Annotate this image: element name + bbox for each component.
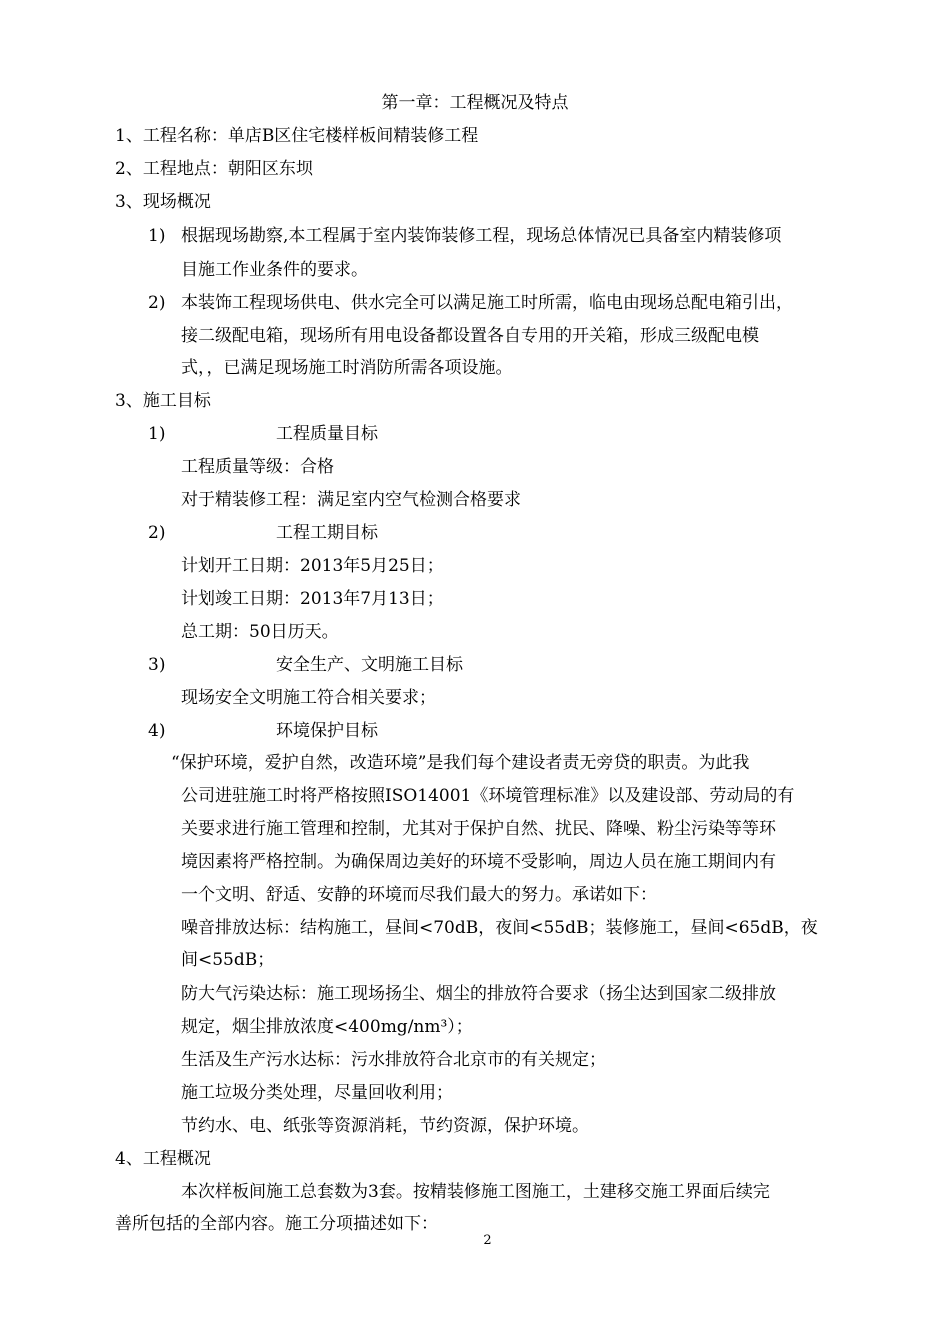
paragraph-line: 对于精装修工程：满足室内空气检测合格要求 — [181, 490, 521, 510]
paragraph-line: 施工垃圾分类处理，尽量回收利用； — [181, 1083, 453, 1103]
list-number: 2) — [148, 523, 166, 543]
list-number: 2) — [148, 293, 166, 313]
section-project-overview: 4、工程概况 — [115, 1149, 211, 1169]
paragraph-line: 生活及生产污水达标：污水排放符合北京市的有关规定； — [181, 1050, 606, 1070]
paragraph-line: 现场安全文明施工符合相关要求； — [181, 688, 436, 708]
paragraph-line: 接二级配电箱，现场所有用电设备都设置各自专用的开关箱，形成三级配电模 — [181, 326, 759, 346]
paragraph-line: 根据现场勘察,本工程属于室内装饰装修工程，现场总体情况已具备室内精装修项 — [181, 226, 782, 246]
section-construction-goals: 3、施工目标 — [115, 391, 211, 411]
section-site-overview: 3、现场概况 — [115, 192, 211, 212]
list-number: 1) — [148, 424, 166, 444]
paragraph-line: 计划开工日期：2013年5月25日； — [181, 556, 444, 576]
paragraph-line: 关要求进行施工管理和控制，尤其对于保护自然、扰民、降噪、粉尘污染等等环 — [181, 819, 776, 839]
list-number: 1) — [148, 226, 166, 246]
paragraph-line: 总工期：50日历天。 — [181, 622, 339, 642]
paragraph-line: 公司进驻施工时将严格按照ISO14001《环境管理标准》以及建设部、劳动局的有 — [181, 786, 795, 806]
paragraph-line: 噪音排放达标：结构施工，昼间<70dB，夜间<55dB；装修施工，昼间<65dB，夜 — [181, 918, 818, 938]
paragraph-line: 本次样板间施工总套数为3套。按精装修施工图施工，土建移交施工界面后续完 — [181, 1182, 770, 1202]
paragraph-line: 防大气污染达标：施工现场扬尘、烟尘的排放符合要求（扬尘达到国家二级排放 — [181, 984, 776, 1004]
list-number: 3) — [148, 655, 166, 675]
paragraph-line: 间<55dB； — [181, 950, 275, 970]
paragraph-line: 本装饰工程现场供电、供水完全可以满足施工时所需，临电由现场总配电箱引出， — [181, 293, 793, 313]
paragraph-line: 计划竣工日期：2013年7月13日； — [181, 589, 444, 609]
subheading: 环境保护目标 — [276, 721, 378, 741]
paragraph-line: 善所包括的全部内容。施工分项描述如下： — [115, 1214, 438, 1234]
list-number: 4) — [148, 721, 166, 741]
page-number: 2 — [483, 1233, 492, 1248]
subheading: 工程质量目标 — [276, 424, 378, 444]
item-project-name: 1、工程名称：单店B区住宅楼样板间精装修工程 — [115, 126, 479, 146]
subheading: 工程工期目标 — [276, 523, 378, 543]
subheading: 安全生产、文明施工目标 — [276, 655, 463, 675]
paragraph-line: 式，，已满足现场施工时消防所需各项设施。 — [181, 358, 513, 378]
paragraph-line: 一个文明、舒适、安静的环境而尽我们最大的努力。承诺如下： — [181, 885, 657, 905]
paragraph-line: 境因素将严格控制。为确保周边美好的环境不受影响，周边人员在施工期间内有 — [181, 852, 776, 872]
paragraph-line: “保护环境，爱护自然，改造环境”是我们每个建设者责无旁贷的职责。为此我 — [171, 753, 750, 773]
item-project-location: 2、工程地点：朝阳区东坝 — [115, 159, 313, 179]
paragraph-line: 工程质量等级：合格 — [181, 457, 334, 477]
chapter-title: 第一章：工程概况及特点 — [381, 93, 569, 113]
paragraph-line: 目施工作业条件的要求。 — [181, 260, 368, 280]
paragraph-line: 规定，烟尘排放浓度<400mg/nm³）； — [181, 1017, 473, 1037]
paragraph-line: 节约水、电、纸张等资源消耗，节约资源，保护环境。 — [181, 1116, 589, 1136]
